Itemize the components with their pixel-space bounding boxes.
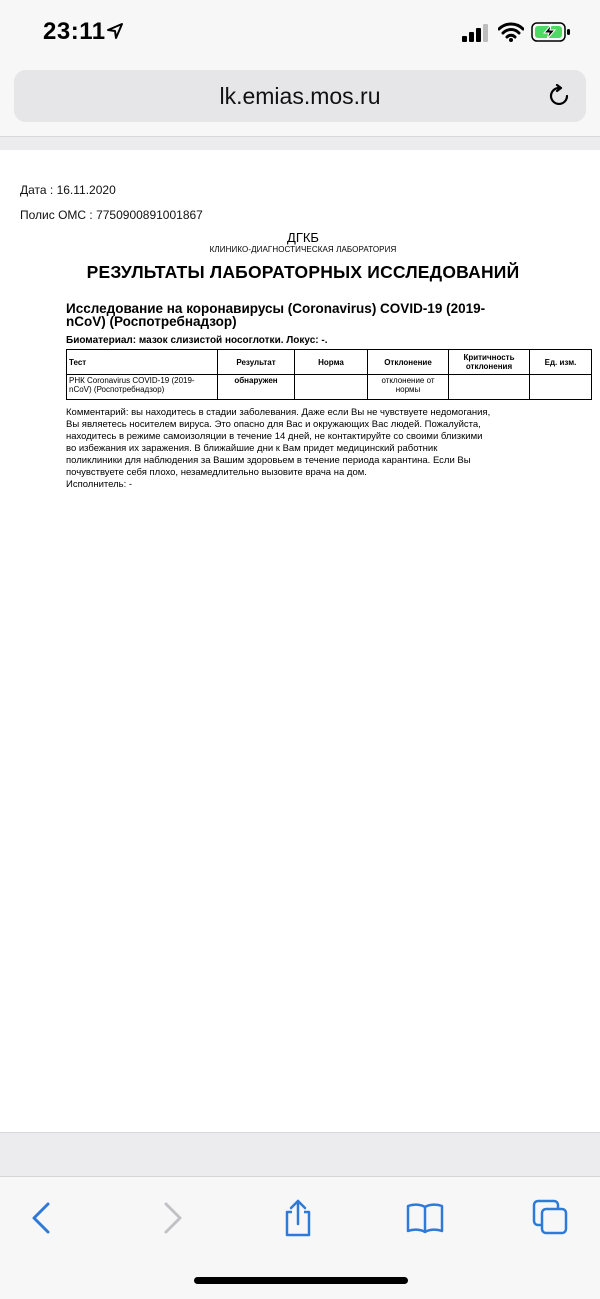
header-criticality-line: отклонения bbox=[465, 362, 513, 371]
hospital-name: ДГКБ bbox=[287, 230, 319, 245]
table-row bbox=[67, 375, 592, 400]
cell-deviation-line: отклонение от bbox=[381, 376, 435, 385]
results-table bbox=[66, 349, 592, 400]
comment-line: находитесь в режиме самоизоляции в течение 14 дней, не контактируйте со своими близкими bbox=[66, 431, 483, 442]
comment-line: Комментарий: вы находитесь в стадии заболевания. Даже если Вы не чувствуете недомогания, bbox=[66, 407, 491, 418]
study-title bbox=[66, 302, 536, 328]
status-time: 23:11 bbox=[43, 18, 106, 45]
document-page bbox=[0, 150, 600, 1132]
study-title-line: nCoV) (Роспотребнадзор) bbox=[66, 314, 237, 329]
comment-line: Вы являетесь носителем вируса. Это опасно для Вас и окружающих Вас людей. Пожалуйста, bbox=[66, 419, 481, 430]
header-criticality-line: Критичность bbox=[463, 353, 515, 362]
study-title-line: Исследование на коронавирусы (Coronavirus) COVID-19 (2019- bbox=[66, 301, 486, 316]
toolbar-divider bbox=[0, 1132, 600, 1177]
page-title: РЕЗУЛЬТАТЫ ЛАБОРАТОРНЫХ ИССЛЕДОВАНИЙ bbox=[86, 262, 520, 282]
comment-line: во избежания их заражения. В ближайшие дни к Вам придет медицинский работник bbox=[66, 443, 438, 454]
cell-test-line: РНК Coronavirus COVID-19 (2019- bbox=[69, 376, 195, 385]
wifi-icon bbox=[498, 22, 524, 42]
header-deviation: Отклонение bbox=[368, 350, 449, 375]
date-line: Дата : 16.11.2020 bbox=[20, 183, 116, 197]
lab-name: КЛИНИКО-ДИАГНОСТИЧЕСКАЯ ЛАБОРАТОРИЯ bbox=[209, 245, 397, 254]
header-result: Результат bbox=[218, 350, 295, 375]
comment-block bbox=[66, 407, 544, 479]
table-header-row bbox=[67, 350, 592, 375]
cell-result: обнаружен bbox=[218, 375, 295, 400]
cell-deviation bbox=[368, 375, 449, 400]
tabs-icon[interactable] bbox=[531, 1198, 571, 1238]
cell-criticality bbox=[449, 375, 530, 400]
cell-norm bbox=[295, 375, 368, 400]
location-arrow-icon bbox=[106, 22, 124, 40]
back-icon[interactable] bbox=[22, 1198, 62, 1238]
cell-test bbox=[67, 375, 218, 400]
header-criticality bbox=[449, 350, 530, 375]
policy-line: Полис ОМС : 7750900891001867 bbox=[20, 208, 203, 222]
comment-line: поликлиники для наблюдения за Вашим здоровьем в течение периода карантина. Если Вы bbox=[66, 455, 471, 466]
address-url[interactable]: lk.emias.mos.ru bbox=[219, 83, 381, 109]
home-indicator[interactable] bbox=[194, 1277, 408, 1284]
cellular-signal-icon bbox=[462, 24, 490, 42]
comment-line: почувствуете себя плохо, незамедлительно вызовите врача на дом. bbox=[66, 467, 367, 478]
header-test: Тест bbox=[67, 350, 218, 375]
chrome-divider bbox=[0, 136, 600, 151]
executor-line: Исполнитель: - bbox=[66, 479, 133, 490]
bookmarks-icon[interactable] bbox=[405, 1198, 445, 1238]
forward-icon[interactable] bbox=[152, 1198, 192, 1238]
header-unit: Ед. изм. bbox=[530, 350, 592, 375]
reload-icon[interactable] bbox=[548, 84, 572, 110]
biomaterial-line: Биоматериал: мазок слизистой носоглотки. Локус: -. bbox=[66, 335, 328, 346]
battery-charging-icon bbox=[531, 21, 571, 43]
cell-test-line: nCoV) (Роспотребнадзор) bbox=[69, 385, 165, 394]
header-norm: Норма bbox=[295, 350, 368, 375]
share-icon[interactable] bbox=[278, 1198, 318, 1238]
cell-deviation-line: нормы bbox=[395, 385, 421, 394]
cell-unit bbox=[530, 375, 592, 400]
